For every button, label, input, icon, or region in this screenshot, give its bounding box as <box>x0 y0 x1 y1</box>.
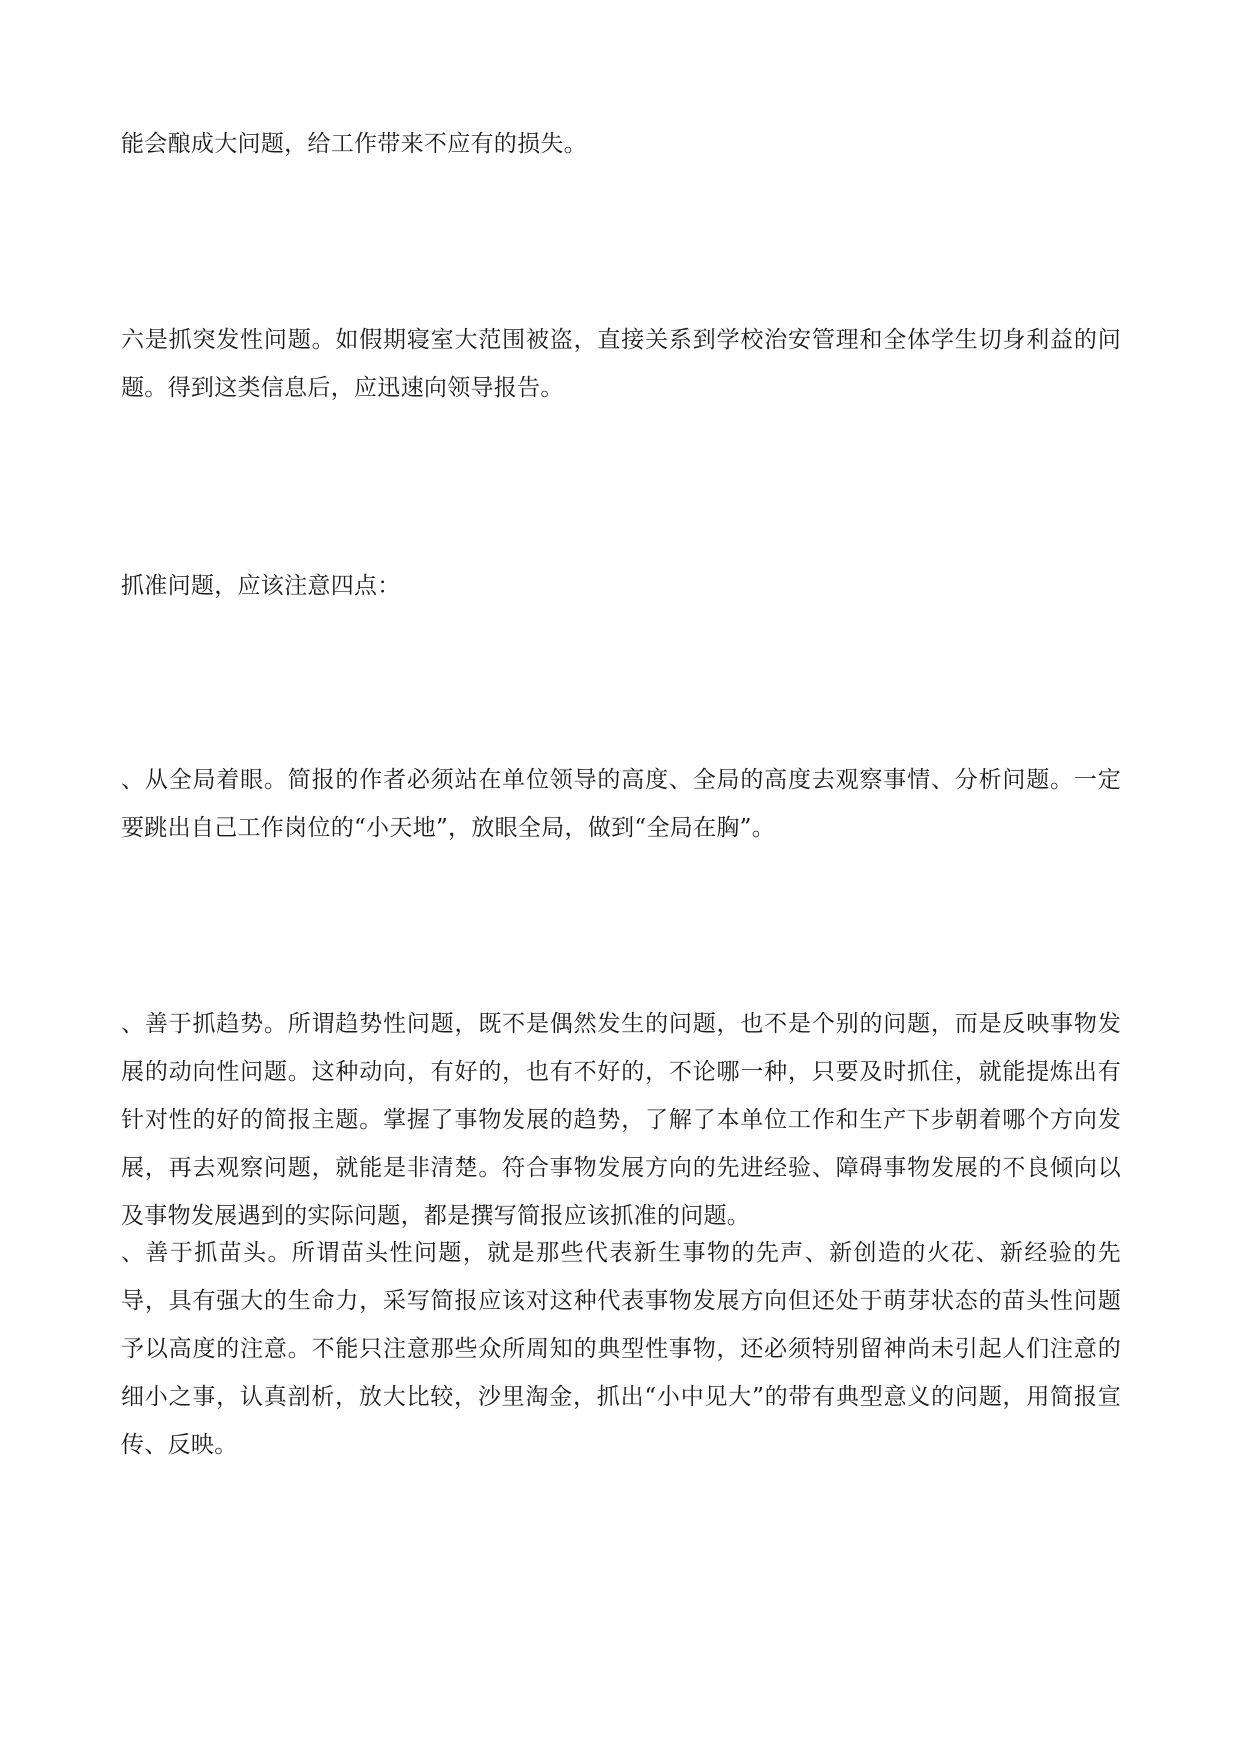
paragraph-four-points-intro: 抓准问题，应该注意四点： <box>121 573 401 599</box>
paragraph-continuation: 能会酿成大问题，给工作带来不应有的损失。 <box>121 131 587 157</box>
paragraph-sudden-issues: 六是抓突发性问题。如假期寝室大范围被盗，直接关系到学校治安管理和全体学生切身利益的问题。得到这类信息后，应迅速向领导报告。 <box>121 327 1121 401</box>
paragraph-point-trends: 、善于抓趋势。所谓趋势性问题，既不是偶然发生的问题，也不是个别的问题，而是反映事物发展的动向性问题。这种动向，有好的，也有不好的，不论哪一种，只要及时抓住，就能提炼出有针对性的好的简报主题。掌握了事物发展的趋势，了解了本单位工作和生产下步朝着哪个方向发展，再去观察问题，就能是非清楚。符合事物发展方向的先进经验、障碍事物发展的不良倾向以及事物发展遇到的实际问题，都是撰写简报应该抓准的问题。 <box>121 1011 1121 1229</box>
paragraph-point-early-signs: 、善于抓苗头。所谓苗头性问题，就是那些代表新生事物的先声、新创造的火花、新经验的先导，具有强大的生命力，采写简报应该对这种代表事物发展方向但还处于萌芽状态的苗头性问题予以高度的注意。不能只注意那些众所周知的典型性事物，还必须特别留神尚未引起人们注意的细小之事，认真剖析，放大比较，沙里淘金，抓出“小中见大”的带有典型意义的问题，用简报宣传、反映。 <box>121 1240 1121 1458</box>
paragraph-point-overall-view: 、从全局着眼。简报的作者必须站在单位领导的高度、全局的高度去观察事情、分析问题。一定要跳出自己工作岗位的“小天地”，放眼全局，做到“全局在胸”。 <box>121 767 1121 841</box>
